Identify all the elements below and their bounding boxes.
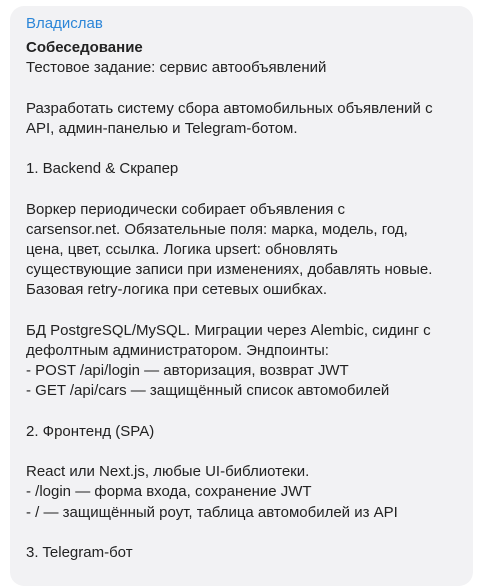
message-line: существующие записи при изменениях, добавлять новые. (26, 261, 433, 279)
message-line: Воркер периодически собирает объявления с (26, 200, 346, 218)
message-line: Базовая retry-логика при сетевых ошибках. (26, 281, 328, 299)
message-line: БД PostgreSQL/MySQL. Миграции через Alembic, сидинг с (26, 321, 431, 339)
message-line: цена, цвет, ссылка. Логика upsert: обновлять (26, 240, 338, 258)
sender-name[interactable]: Владислав (26, 15, 103, 32)
message-line: carsensor.net. Обязательные поля: марка, модель, год, (26, 220, 408, 238)
message-text (26, 38, 457, 563)
message-line: 1. Backend & Скрапер (26, 160, 179, 178)
message-line: 2. Фронтенд (SPA) (26, 422, 155, 440)
message-line: Разработать систему сбора автомобильных объявлений с (26, 99, 433, 117)
message-line (26, 402, 457, 422)
message-line (26, 301, 457, 321)
message-line (26, 139, 457, 159)
message-title: Собеседование (26, 39, 143, 56)
message-line (26, 523, 457, 543)
message-line: - /login — форма входа, сохранение JWT (26, 483, 312, 501)
message-line: - POST /api/login — авторизация, возврат JWT (26, 362, 349, 380)
message-line: дефолтным администратором. Эндпоинты: (26, 341, 329, 359)
message-line (26, 442, 457, 462)
message-line: 3. Telegram-бот (26, 543, 133, 561)
message-line: - GET /api/cars — защищённый список автомобилей (26, 382, 390, 400)
message-line (26, 179, 457, 199)
message-line: - / — защищённый роут, таблица автомобилей из API (26, 503, 398, 521)
message-line: Тестовое задание: сервис автообъявлений (26, 59, 327, 77)
message-bubble (10, 6, 473, 586)
message-line: React или Next.js, любые UI-библиотеки. (26, 463, 310, 481)
message-line (26, 78, 457, 98)
message-line: API, админ-панелью и Telegram-ботом. (26, 119, 298, 137)
